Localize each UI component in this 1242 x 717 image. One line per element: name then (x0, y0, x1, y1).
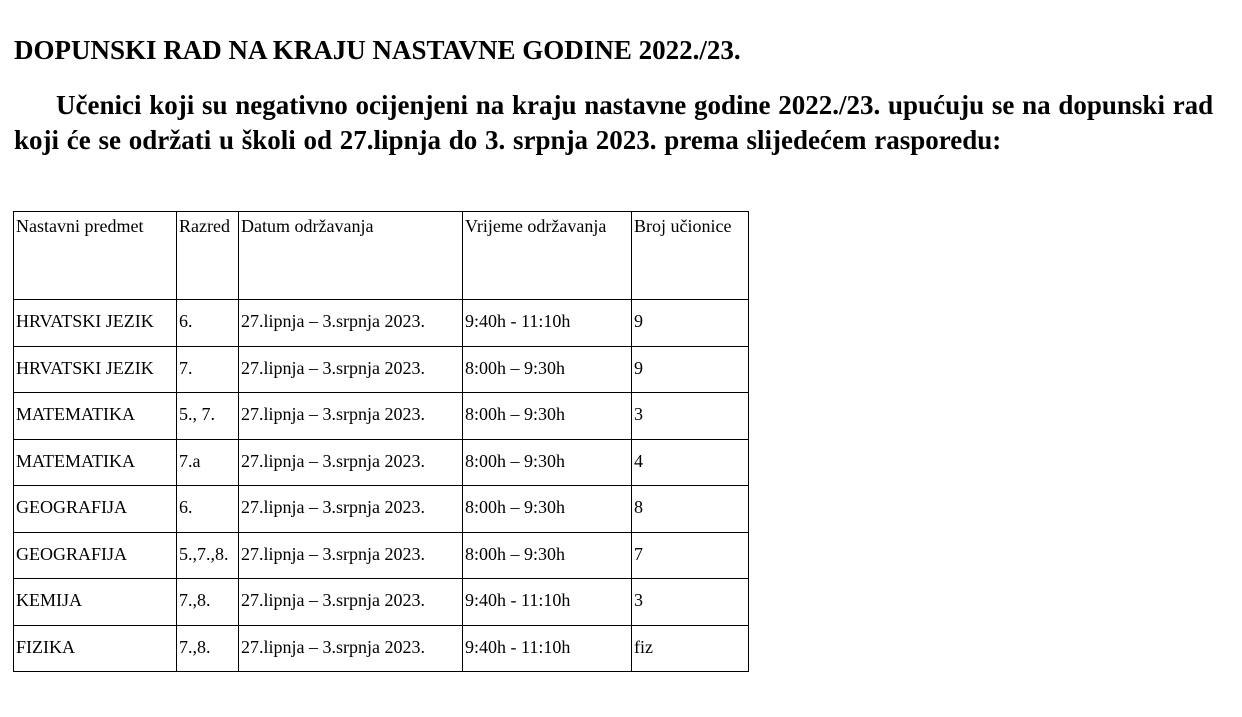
cell-date: 27.lipnja – 3.srpnja 2023. (239, 532, 463, 579)
cell-classroom: 8 (632, 486, 749, 533)
cell-time: 8:00h – 9:30h (463, 532, 632, 579)
table-row (14, 346, 749, 393)
cell-grade: 7.,8. (177, 579, 239, 626)
cell-subject: GEOGRAFIJA (14, 532, 177, 579)
header-classroom: Broj učionice (632, 212, 749, 300)
document-heading: DOPUNSKI RAD NA KRAJU NASTAVNE GODINE 2022./23. (14, 35, 741, 65)
table-row (14, 393, 749, 440)
cell-classroom: 3 (632, 579, 749, 626)
header-grade: Razred (177, 212, 239, 300)
cell-date: 27.lipnja – 3.srpnja 2023. (239, 300, 463, 347)
cell-grade: 5., 7. (177, 393, 239, 440)
cell-time: 8:00h – 9:30h (463, 486, 632, 533)
table-row (14, 625, 749, 672)
cell-subject: MATEMATIKA (14, 393, 177, 440)
cell-time: 8:00h – 9:30h (463, 393, 632, 440)
cell-grade: 6. (177, 300, 239, 347)
cell-time: 9:40h - 11:10h (463, 625, 632, 672)
table-row (14, 579, 749, 626)
cell-subject: MATEMATIKA (14, 439, 177, 486)
intro-paragraph: Učenici koji su negativno ocijenjeni na kraju nastavne godine 2022./23. upućuju se na dopunski rad koji će se održati u školi od 27.lipnja do 3. srpnja 2023. prema slijedećem rasporedu: (14, 90, 1214, 155)
cell-subject: FIZIKA (14, 625, 177, 672)
cell-subject: HRVATSKI JEZIK (14, 300, 177, 347)
cell-grade: 5.,7.,8. (177, 532, 239, 579)
cell-classroom: fiz (632, 625, 749, 672)
cell-classroom: 9 (632, 346, 749, 393)
table-row (14, 486, 749, 533)
cell-classroom: 3 (632, 393, 749, 440)
cell-time: 9:40h - 11:10h (463, 300, 632, 347)
cell-classroom: 9 (632, 300, 749, 347)
cell-date: 27.lipnja – 3.srpnja 2023. (239, 579, 463, 626)
cell-grade: 6. (177, 486, 239, 533)
table-row (14, 439, 749, 486)
cell-subject: KEMIJA (14, 579, 177, 626)
table-row (14, 300, 749, 347)
cell-classroom: 4 (632, 439, 749, 486)
table-header-row (14, 212, 749, 300)
cell-grade: 7.a (177, 439, 239, 486)
header-date: Datum održavanja (239, 212, 463, 300)
cell-subject: HRVATSKI JEZIK (14, 346, 177, 393)
cell-date: 27.lipnja – 3.srpnja 2023. (239, 393, 463, 440)
cell-date: 27.lipnja – 3.srpnja 2023. (239, 346, 463, 393)
cell-classroom: 7 (632, 532, 749, 579)
cell-date: 27.lipnja – 3.srpnja 2023. (239, 439, 463, 486)
cell-time: 8:00h – 9:30h (463, 439, 632, 486)
table-row (14, 532, 749, 579)
cell-time: 8:00h – 9:30h (463, 346, 632, 393)
cell-time: 9:40h - 11:10h (463, 579, 632, 626)
cell-date: 27.lipnja – 3.srpnja 2023. (239, 625, 463, 672)
schedule-table (13, 211, 749, 672)
header-time: Vrijeme održavanja (463, 212, 632, 300)
cell-subject: GEOGRAFIJA (14, 486, 177, 533)
cell-grade: 7. (177, 346, 239, 393)
cell-date: 27.lipnja – 3.srpnja 2023. (239, 486, 463, 533)
cell-grade: 7.,8. (177, 625, 239, 672)
header-subject: Nastavni predmet (14, 212, 177, 300)
